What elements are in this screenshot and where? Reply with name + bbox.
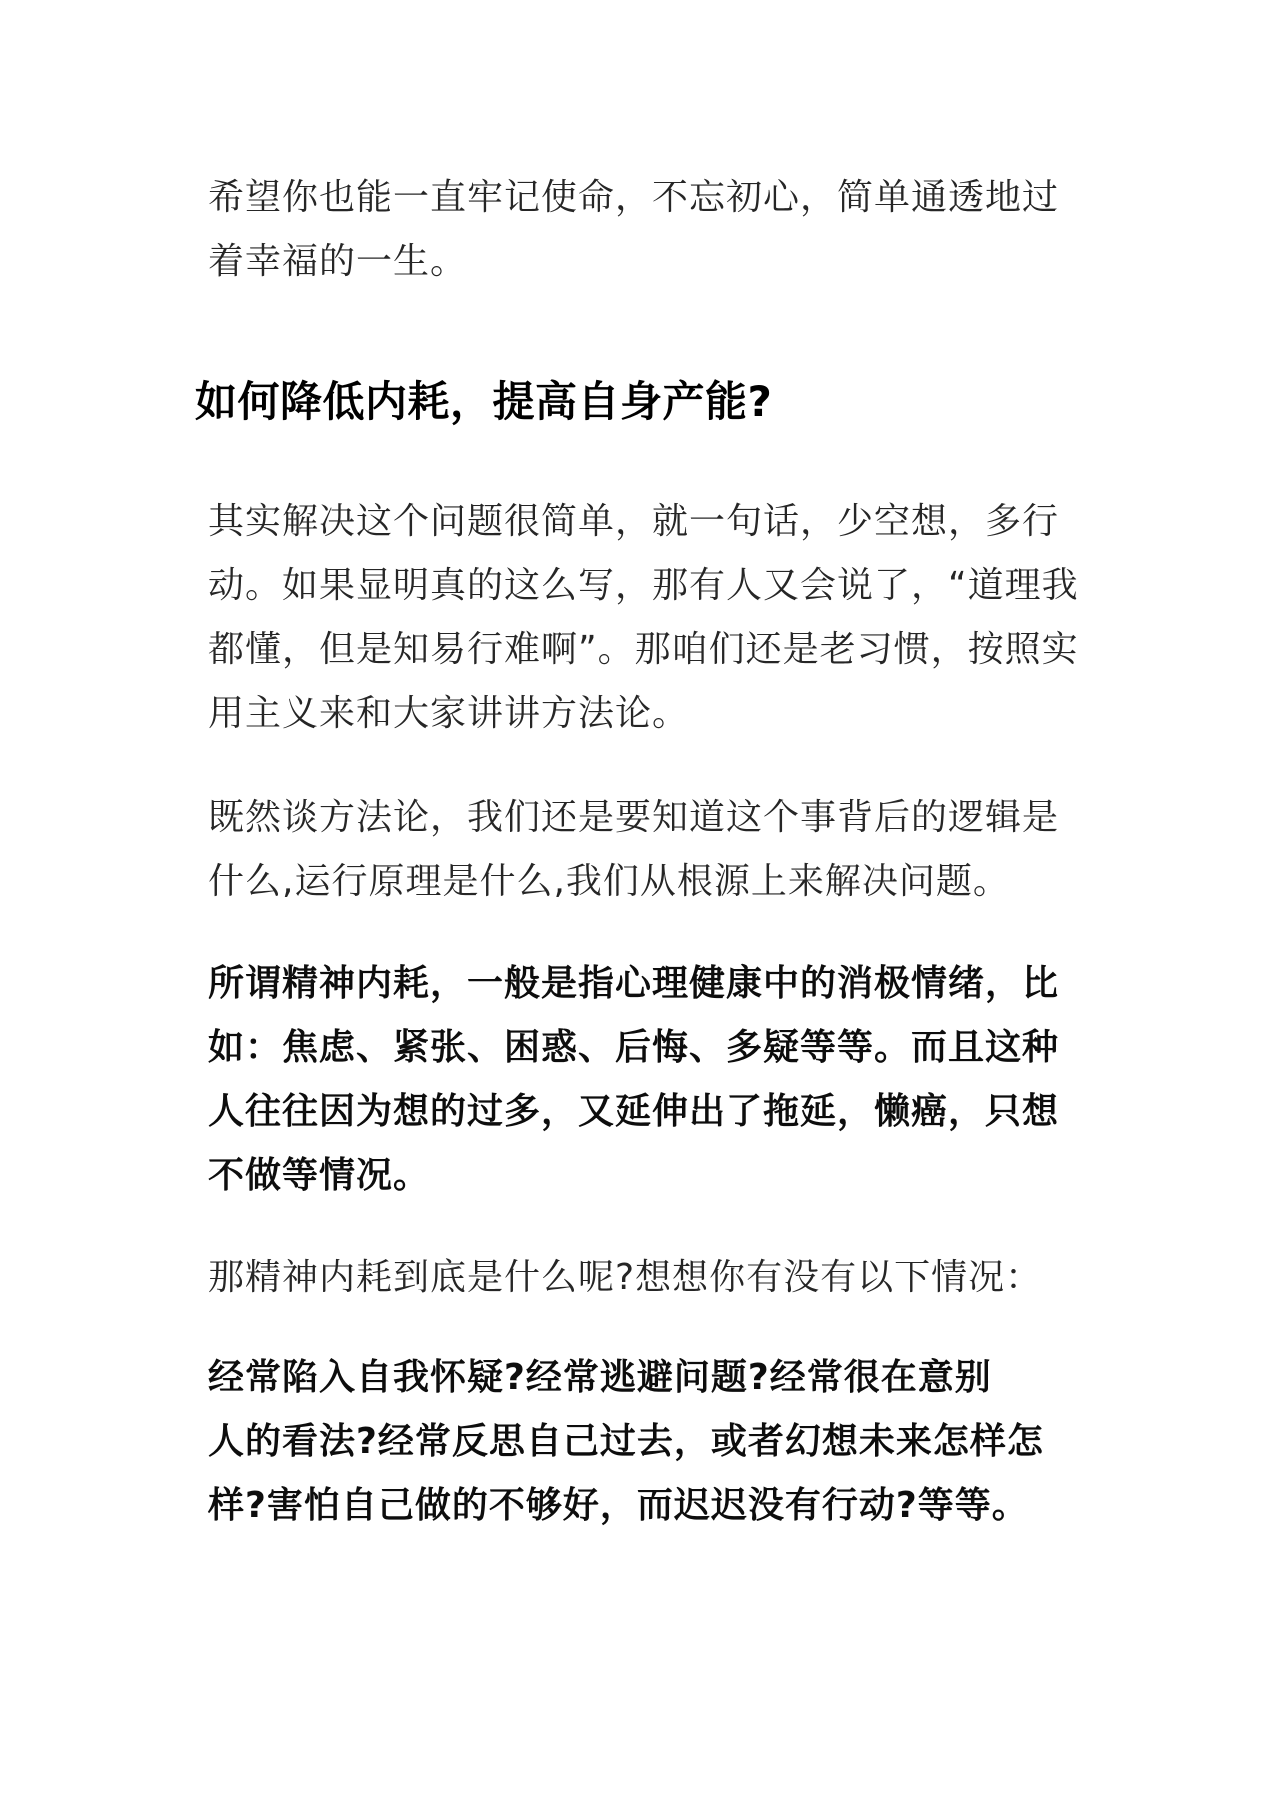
text-line: 动。如果显明真的这么写，那有人又会说了，“道理我 (208, 565, 1079, 606)
paragraph-5-bold (208, 1346, 1078, 1538)
text-line: 希望你也能一直牢记使命，不忘初心，简单通透地过 (208, 177, 1060, 218)
intro-paragraph (208, 166, 1078, 294)
text-line: 都懂，但是知易行难啊”。那咱们还是老习惯，按照实 (208, 629, 1079, 670)
text-line: 经常陷入自我怀疑?经常逃避问题?经常很在意别 (208, 1357, 992, 1398)
paragraph-4 (208, 1246, 1078, 1310)
text-line: 着幸福的一生。 (208, 241, 468, 282)
paragraph-3-bold (208, 952, 1078, 1208)
section-heading: 如何降低内耗，提高自身产能? (195, 377, 773, 426)
text-line: 样?害怕自己做的不够好，而迟迟没有行动?等等。 (208, 1485, 1029, 1526)
text-line: 既然谈方法论，我们还是要知道这个事背后的逻辑是 (208, 797, 1060, 838)
text-line: 什么,运行原理是什么,我们从根源上来解决问题。 (208, 861, 1010, 902)
text-line: 那精神内耗到底是什么呢?想想你有没有以下情况： (208, 1257, 1043, 1298)
text-line: 不做等情况。 (208, 1155, 431, 1196)
paragraph-2 (208, 786, 1078, 914)
text-line: 人的看法?经常反思自己过去，或者幻想未来怎样怎 (208, 1421, 1044, 1462)
paragraph-1 (208, 490, 1078, 746)
text-line: 如：焦虑、紧张、困惑、后悔、多疑等等。而且这种 (208, 1027, 1060, 1068)
text-line: 其实解决这个问题很简单，就一句话，少空想，多行 (208, 501, 1060, 542)
text-line: 用主义来和大家讲讲方法论。 (208, 693, 690, 734)
text-line: 所谓精神内耗，一般是指心理健康中的消极情绪，比 (208, 963, 1060, 1004)
text-line: 人往往因为想的过多，又延伸出了拖延，懒癌，只想 (208, 1091, 1060, 1132)
